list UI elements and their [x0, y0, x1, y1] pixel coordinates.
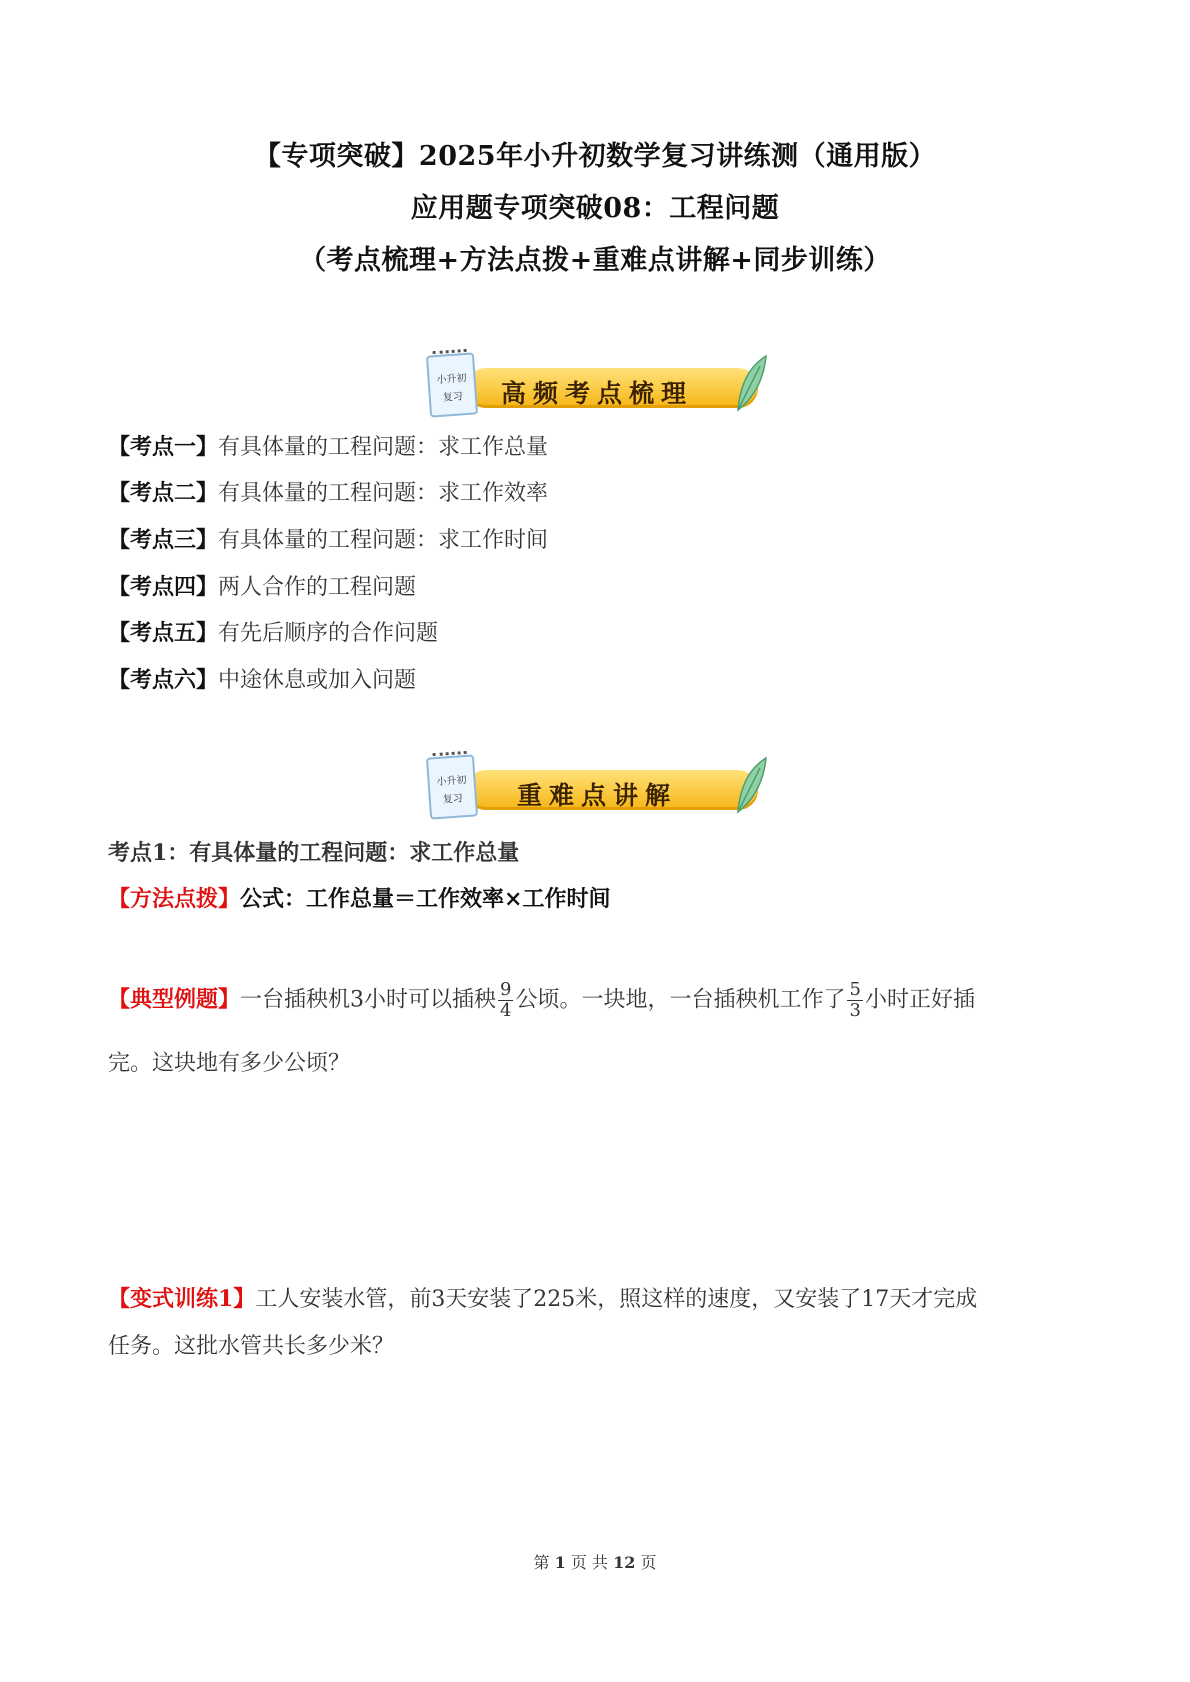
kaodian-item-6: 【考点六】中途休息或加入问题 [108, 667, 417, 693]
banner-bar [466, 770, 758, 810]
variant-tag: 【变式训练1】 [108, 1286, 256, 1312]
page-footer: 第 1 页 共 12 页 [533, 1553, 657, 1572]
variant-problem-line1 [108, 1282, 977, 1313]
example-problem-line1 [108, 980, 975, 1021]
kaodian-item-3: 【考点三】有具体量的工程问题：求工作时间 [108, 527, 549, 553]
example-text: 小时正好插 [864, 987, 975, 1013]
banner-bar [466, 368, 758, 408]
kaodian-item-5: 【考点五】有先后顺序的合作问题 [108, 620, 439, 646]
banner-label: 高频考点梳理 [500, 379, 693, 408]
section-banner-high-frequency [428, 354, 768, 420]
fraction: $\frac{5}{3}$ [849, 979, 861, 1021]
calendar-book-icon [426, 754, 478, 819]
document-subtitle: 应用题专项突破08：工程问题 [410, 193, 780, 224]
kaodian-item-1: 【考点一】有具体量的工程问题：求工作总量 [108, 434, 549, 460]
kaodian-item-4: 【考点四】两人合作的工程问题 [108, 574, 417, 600]
example-text: 一台插秧机3小时可以插秧 [240, 987, 497, 1013]
variant-problem-line2: 任务。这批水管共长多少米？ [108, 1334, 395, 1359]
leaf-icon [730, 756, 770, 816]
leaf-icon [730, 354, 770, 414]
section-heading: 考点1：有具体量的工程问题：求工作总量 [108, 840, 520, 866]
book-label-top: 小升初 [436, 774, 467, 789]
fraction: $\frac{9}{4}$ [500, 979, 512, 1021]
book-label-bottom: 复习 [442, 793, 464, 806]
document-title: 【专项突破】2025年小升初数学复习讲练测（通用版） [253, 141, 937, 172]
method-text: 公式：工作总量＝工作效率×工作时间 [240, 886, 611, 912]
kaodian-item-2: 【考点二】有具体量的工程问题：求工作效率 [108, 480, 549, 506]
method-tag: 【方法点拨】 [108, 886, 241, 912]
method-note [108, 882, 610, 913]
example-tag: 【典型例题】 [108, 986, 241, 1013]
book-label-bottom: 复习 [442, 391, 464, 404]
section-banner-key-points [428, 756, 768, 822]
document-subtitle-scope: （考点梳理+方法点拨+重难点讲解+同步训练） [299, 245, 891, 276]
variant-text: 工人安装水管，前3天安装了225米，照这样的速度，又安装了17天才完成 [255, 1287, 978, 1312]
book-label-top: 小升初 [436, 372, 467, 387]
banner-label: 重难点讲解 [516, 781, 677, 810]
example-text: 公顷。一块地，一台插秧机工作了 [515, 987, 846, 1013]
calendar-book-icon [426, 352, 478, 417]
example-problem-line2: 完。这块地有多少公顷？ [108, 1051, 351, 1076]
